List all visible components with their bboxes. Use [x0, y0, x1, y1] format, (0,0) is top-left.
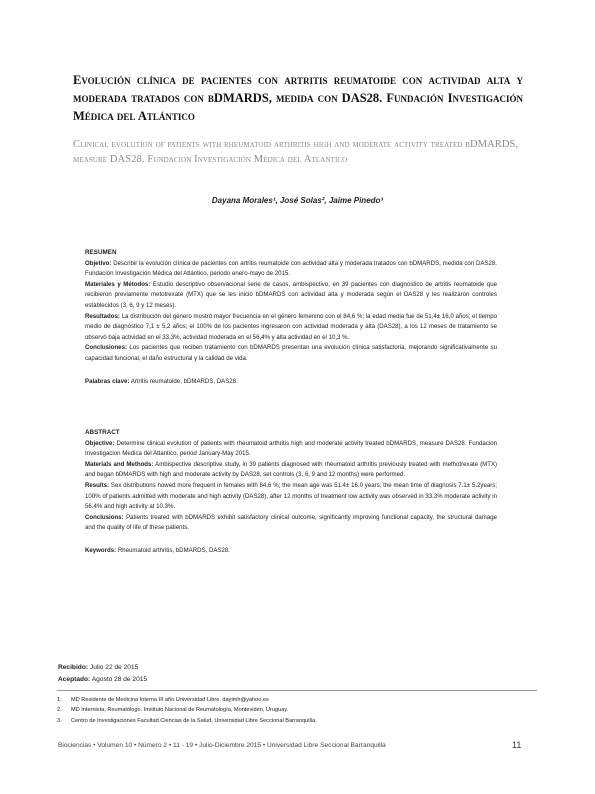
resumen-metodos-text: Estudio descriptivo observacional serie de casos, ambispectivo, en 39 pacientes con diagnóstico de artritis reumatoide que recibieron previamente metotrexate (MTX) que se les inició bDMARDS con actividad alta y moderada según el DAS28 y les realizaron controles establecidos (3, 6, 9 y 12 meses). — [85, 280, 497, 309]
abstract-results — [85, 481, 497, 513]
resumen-objetivo — [85, 259, 497, 280]
abstract-section — [85, 428, 497, 557]
footnote-number: 2. — [57, 707, 62, 714]
footnote-item — [57, 705, 317, 715]
abstract-results-label: Results: — [85, 481, 110, 489]
footnote-item — [57, 716, 317, 726]
resumen-conclusiones-label: Conclusiones: — [85, 344, 127, 352]
resumen-resultados-text: La distribución del género mostró mayor frecuencia en el género femenino con el 84,6 %; la edad media fue de 51,4± 16,0 años; el tiempo medio de diagnóstico 7,1 ± 5,2 años; el 100% de los pacientes ingresaron con actividad moderada y alta (DAS28), a los 12 meses de tratamiento se observó baja actividad en el 33,3%, actividad moderada en el 56,4% y alta actividad en el 10,3 %. — [85, 312, 497, 341]
footnote-text: MD Internista, Reumatólogo. Instituto Nacional de Reumatología, Montevideo, Uruguay. — [71, 707, 289, 714]
resumen-objetivo-text: Describir la evolución clínica de pacientes con artritis reumatoide con actividad alta y moderada tratados con bDMARDS, medida con DAS28. Fundación Investigación Médica del Atlántico, periodo enero-mayo de 2015. — [85, 259, 497, 278]
received-label: Recibido: — [58, 664, 89, 671]
abstract-results-text: Sex distributions howed more frequent in females with 84.6 %; the mean age was 51.4± 16.0 years; the mean time of diagnosis 7.1± 5.2years; 100% of patients admitted with moderate and high activity (DAS28), after 12 months of treatment low activity was observed in 33.3% moderate activity in 56.4% and high activity at 10.3%. — [85, 481, 498, 511]
received-date — [58, 662, 147, 674]
abstract-conclusions — [85, 513, 497, 534]
resumen-heading: RESUMEN — [85, 249, 117, 256]
affiliation-footnotes — [57, 695, 317, 726]
abstract-methods — [85, 460, 497, 481]
palabras-clave — [85, 377, 497, 388]
received-value: Julio 22 de 2015 — [89, 664, 139, 671]
resumen-section — [85, 248, 497, 387]
accepted-value: Agosto 28 de 2015 — [91, 675, 148, 683]
abstract-methods-text: Ambispective descriptive study, in 39 patients diagnosed with rheumatoid arthritis previously treated with methotrexate (MTX) and began bDMARDS with high and moderate activity by DAS28, set controls (3, 6, 9 and 12 months) were performed. — [85, 460, 498, 479]
submission-dates — [58, 662, 147, 685]
palabras-clave-label: Palabras clave: — [85, 377, 130, 385]
keywords-label: Keywords: — [85, 546, 117, 554]
resumen-conclusiones-text: Los pacientes que reciben tratamiento con bDMARDS presentan una evolución clínica satisfactoria, mejorando significativamente su capacidad funcional, el daño estructural y la calidad de vida. — [85, 344, 497, 362]
resumen-resultados-label: Resultados: — [85, 312, 120, 320]
palabras-clave-text: Artritis reumatoide, bDMARDS, DAS28. — [130, 377, 238, 385]
footnote-text: MD Residente de Medicina Interna III año Universidad Libre. dayimh@yahoo.es — [71, 697, 269, 703]
article-title-english: Clinical evolution of patients with rheumatoid arthritis high and moderate activity treated bDMARDS, measure DAS28. Fundacion Investigación Médica del Atlantico — [73, 139, 519, 165]
abstract-objective — [85, 439, 497, 460]
footnote-text: Centro de Investigaciones Facultad Ciencias de la Salud, Universidad Libre Seccional Barranquilla. — [71, 717, 317, 724]
accepted-date — [58, 674, 147, 686]
footnote-item — [57, 695, 317, 705]
abstract-heading: ABSTRACT — [85, 429, 120, 436]
keywords-text: Rheumatoid arthritis, bDMARDS, DAS28. — [117, 546, 230, 554]
accepted-label: Aceptado: — [58, 675, 91, 683]
footnote-divider — [57, 690, 537, 691]
resumen-resultados — [85, 312, 497, 344]
abstract-methods-label: Materials and Methods: — [85, 460, 154, 468]
resumen-metodos — [85, 280, 497, 312]
keywords — [85, 546, 497, 557]
resumen-objetivo-label: Objetivo: — [85, 259, 112, 267]
abstract-objective-label: Objective: — [85, 439, 115, 447]
abstract-conclusions-text: Patients treated with bDMARDS exhibit satisfactory clinical outcome, significantly improving functional capacity, the structural damage and the quality of life of these patients. — [85, 513, 497, 532]
footnote-number: 3. — [57, 717, 62, 724]
journal-footer: Biociencias • Volumen 10 • Número 2 • 11 - 19 • Julio-Diciembre 2015 • Universidad Libre Seccional Barranquilla — [58, 742, 386, 749]
resumen-conclusiones — [85, 343, 497, 364]
abstract-objective-text: Determine clinical evolution of patients with rheumatoid arthritis high and moderate activity treated bDMARDS, measure DAS28. Fundacion Investigacion Medica del Atlantico, period January-May 2015. — [85, 439, 497, 458]
author-list: Dayana Morales¹, José Solas², Jaime Pinedo³ — [211, 196, 384, 205]
abstract-conclusions-label: Conclusions: — [85, 513, 124, 521]
article-title-spanish: Evolución clínica de pacientes con artritis reumatoide con actividad alta y moderada tratados con bDMARDS, medida con DAS28. Fundación Investigación Médica del Atlántico — [73, 73, 523, 123]
page-number: 11 — [512, 740, 522, 750]
footnote-number: 1. — [57, 697, 62, 703]
resumen-metodos-label: Materiales y Métodos: — [85, 280, 151, 288]
